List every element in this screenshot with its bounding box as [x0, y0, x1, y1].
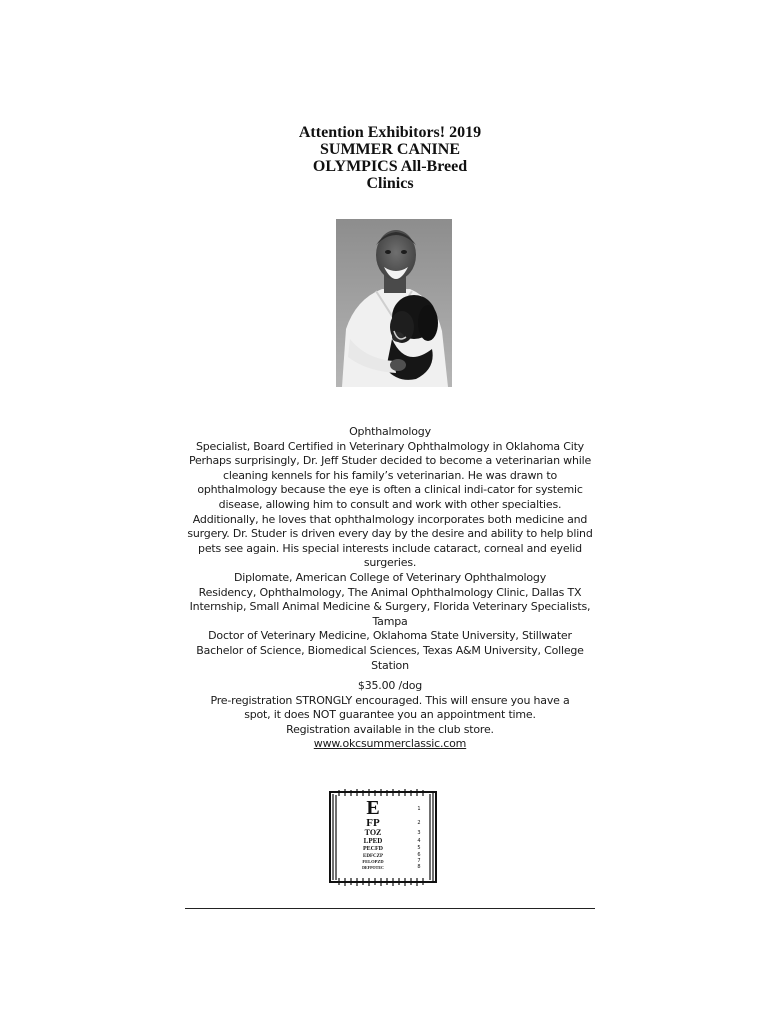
website-link[interactable]: www.okcsummerclassic.com — [313, 737, 467, 751]
registration-note-1: Pre-registration STRONGLY encouraged. This will ensure you have a — [210, 693, 570, 707]
bio-line: surgeries. — [363, 556, 417, 570]
credential-line: Bachelor of Science, Biomedical Sciences, Texas A&M University, College — [196, 643, 584, 657]
credential-line: Internship, Small Animal Medicine & Surgery, Florida Veterinary Specialists, — [189, 600, 591, 614]
title-line-2: SUMMER CANINE — [320, 141, 460, 158]
eye-chart-row-number: 4 — [417, 838, 421, 844]
bio-line: cleaning kennels for his family’s veterinarian. He was drawn to — [223, 468, 557, 482]
eye-chart-row-number: 3 — [417, 830, 421, 836]
eye-chart-row-5: PECFD — [363, 846, 383, 852]
price: $35.00 /dog — [357, 679, 423, 692]
eye-chart-row-1: E — [366, 797, 380, 819]
eye-chart-row-number: 1 — [417, 806, 421, 812]
flyer-title — [185, 124, 595, 192]
bio-line: Perhaps surprisingly, Dr. Jeff Studer decided to become a veterinarian while — [188, 454, 592, 468]
eye-chart-row-number: 7 — [417, 858, 421, 864]
credential-line: Doctor of Veterinary Medicine, Oklahoma State University, Stillwater — [208, 629, 572, 643]
eye-chart-row-number: 6 — [417, 852, 421, 858]
bio-line: disease, allowing him to consult and work with other specialties. — [218, 497, 562, 511]
credential-line: Diplomate, American College of Veterinary Ophthalmology — [233, 570, 547, 584]
title-line-1: Attention Exhibitors! 2019 — [298, 124, 482, 141]
eye-chart-row-number: 2 — [417, 820, 421, 826]
registration-info — [185, 679, 595, 752]
title-line-3: OLYMPICS All-Breed — [312, 158, 468, 175]
eye-chart-row-8: DEFPOTEC — [362, 865, 384, 870]
credential-line: Station — [371, 658, 409, 672]
eye-chart-row-number: 8 — [417, 864, 421, 870]
doctor-with-dog-photo — [336, 219, 452, 387]
bio-line: Ophthalmology — [349, 425, 431, 438]
bio-line: Specialist, Board Certified in Veterinary Ophthalmology in Oklahoma City — [195, 439, 584, 453]
bio-line: ophthalmology because the eye is often a clinical indi-cator for systemic — [197, 483, 583, 497]
bio-line: surgery. Dr. Studer is driven every day by the desire and ability to help blind — [187, 527, 593, 541]
eye-chart-row-2: FP — [366, 817, 380, 829]
eye-chart-row-3: TOZ — [364, 828, 382, 837]
eye-chart-icon — [327, 788, 439, 888]
eye-chart-row-4: LPED — [363, 837, 383, 845]
registration-note-3: Registration available in the club store. — [286, 722, 494, 736]
bio-line: Additionally, he loves that ophthalmology incorporates both medicine and — [192, 512, 588, 526]
doctor-bio — [185, 425, 595, 673]
credential-line: Residency, Ophthalmology, The Animal Ophthalmology Clinic, Dallas TX — [198, 585, 582, 599]
bio-line: pets see again. His special interests include cataract, corneal and eyelid — [198, 541, 582, 555]
credential-line: Tampa — [372, 614, 408, 628]
title-line-4: Clinics — [366, 175, 414, 192]
eye-chart-row-6: EDFCZP — [363, 854, 383, 859]
eye-chart-row-number: 5 — [417, 845, 421, 851]
registration-note-2: spot, it does NOT guarantee you an appointment time. — [244, 708, 536, 722]
bottom-divider — [185, 908, 595, 909]
eye-chart-row-7: FELOPZD — [362, 859, 384, 864]
